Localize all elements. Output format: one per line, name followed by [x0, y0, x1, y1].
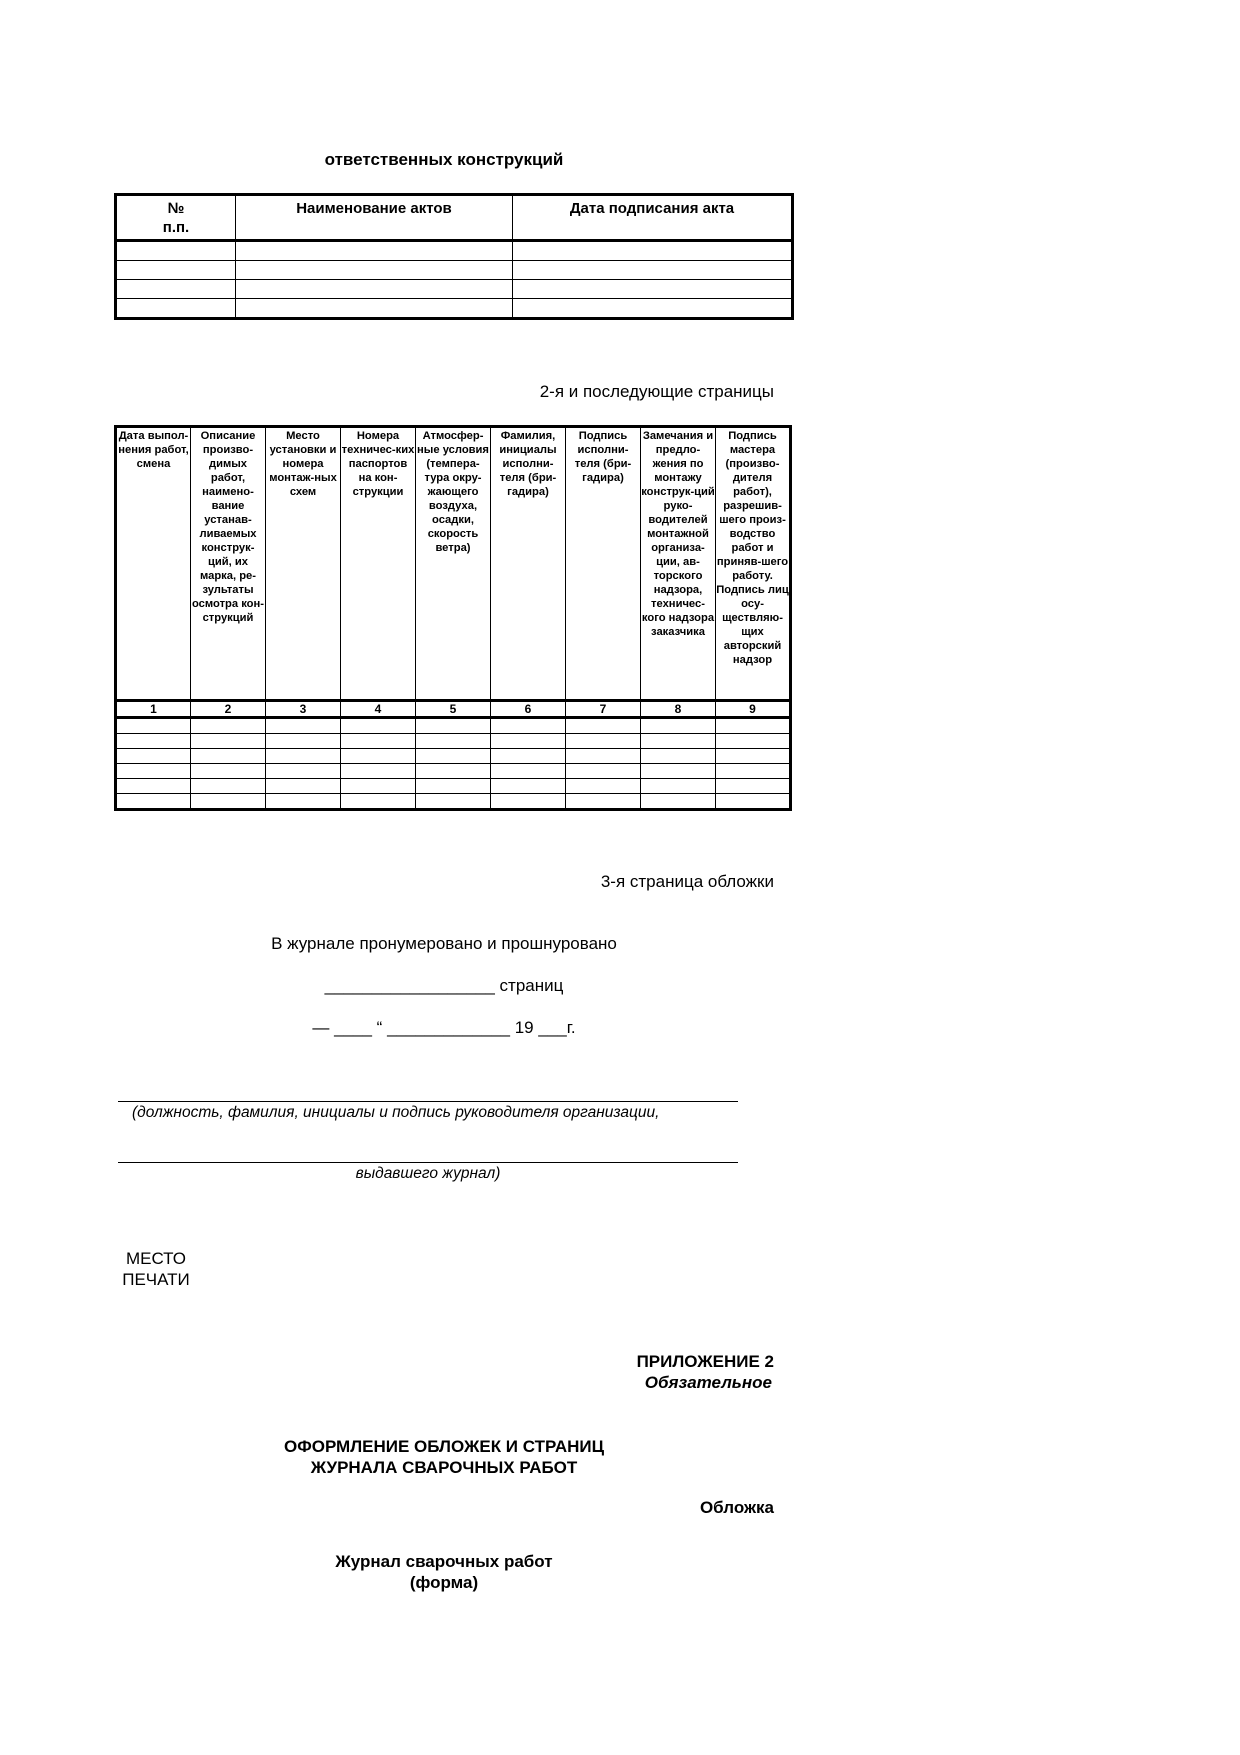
- table-cell: [341, 779, 416, 794]
- journal-header-performer-signature: Подпись исполни-теля (бри-гадира): [566, 427, 641, 701]
- numbered-statement: В журнале пронумеровано и прошнуровано: [271, 934, 617, 953]
- table-cell: [416, 734, 491, 749]
- table-cell: [116, 718, 191, 734]
- table-cell: [341, 764, 416, 779]
- journal-title-block: [114, 1551, 774, 1593]
- column-number: 1: [116, 701, 191, 718]
- journal-header-date: Дата выпол-нения работ, смена: [116, 427, 191, 701]
- table-cell: [416, 764, 491, 779]
- table-cell: [566, 749, 641, 764]
- table-cell: [191, 764, 266, 779]
- journal-header-passports: Номера техничес-ких паспортов на кон-струкции: [341, 427, 416, 701]
- table-cell: [266, 764, 341, 779]
- table-row: [116, 764, 791, 779]
- column-number: 7: [566, 701, 641, 718]
- table-cell: [641, 749, 716, 764]
- stamp-place-line1: МЕСТО: [125, 1249, 187, 1268]
- column-number: 8: [641, 701, 716, 718]
- table-cell: [513, 241, 793, 261]
- table-cell: [236, 261, 513, 280]
- column-number: 9: [716, 701, 791, 718]
- acts-header-date: Дата подписания акта: [513, 195, 793, 241]
- signature-caption: (должность, фамилия, инициалы и подпись руководителя организации,: [132, 1104, 660, 1121]
- acts-header-name: Наименование актов: [236, 195, 513, 241]
- table-cell: [191, 718, 266, 734]
- table-cell: [416, 794, 491, 810]
- table-cell: [491, 718, 566, 734]
- table-cell: [116, 764, 191, 779]
- table-row: [116, 749, 791, 764]
- table-cell: [236, 241, 513, 261]
- table-row: [116, 794, 791, 810]
- table-cell: [641, 779, 716, 794]
- table-cell: [566, 794, 641, 810]
- table-cell: [513, 261, 793, 280]
- appendix-subtitle: Обязательное: [644, 1373, 772, 1392]
- table-cell: [513, 299, 793, 319]
- table-cell: [266, 779, 341, 794]
- appendix-heading-line1: ОФОРМЛЕНИЕ ОБЛОЖЕК И СТРАНИЦ: [283, 1437, 605, 1456]
- table-cell: [716, 718, 791, 734]
- stamp-place: [114, 1248, 198, 1290]
- appendix-title: ПРИЛОЖЕНИЕ 2: [636, 1352, 774, 1371]
- table-cell: [266, 734, 341, 749]
- page2-heading: 2-я и последующие страницы: [539, 382, 774, 401]
- table-cell: [116, 779, 191, 794]
- table-cell: [341, 749, 416, 764]
- table-cell: [266, 794, 341, 810]
- journal-header-location: Место установки и номера монтаж-ных схем: [266, 427, 341, 701]
- journal-table: [114, 425, 792, 811]
- column-number: 4: [341, 701, 416, 718]
- table-cell: [716, 749, 791, 764]
- table-cell: [641, 764, 716, 779]
- appendix-heading-line2: ЖУРНАЛА СВАРОЧНЫХ РАБОТ: [310, 1458, 578, 1477]
- journal-form: (форма): [409, 1573, 479, 1592]
- journal-header-master-signature: Подпись мастера (произво-дителя работ), разрешив-шего произ-водство работ и приняв-шего работу. Подпись лиц осу-ществляю-щих авторский надзор: [716, 427, 791, 701]
- table-cell: [266, 718, 341, 734]
- table-cell: [116, 749, 191, 764]
- table-cell: [116, 241, 236, 261]
- table-cell: [513, 280, 793, 299]
- table-cell: [191, 779, 266, 794]
- column-number: 3: [266, 701, 341, 718]
- table-row: [116, 299, 793, 319]
- table-cell: [341, 718, 416, 734]
- signature-line-2: [118, 1162, 738, 1163]
- journal-header-remarks: Замечания и предло-жения по монтажу конструк-ций руко-водителей монтажной организа-ции, ав-торского надзора, техничес-кого надзора заказчика: [641, 427, 716, 701]
- acts-table: [114, 193, 794, 320]
- table-cell: [716, 779, 791, 794]
- table-row: [116, 718, 791, 734]
- table-cell: [566, 718, 641, 734]
- table-cell: [641, 734, 716, 749]
- table-cell: [116, 280, 236, 299]
- table-cell: [116, 299, 236, 319]
- table-row: [116, 261, 793, 280]
- table-cell: [341, 794, 416, 810]
- journal-number-row: [116, 701, 791, 718]
- table-cell: [191, 734, 266, 749]
- table-cell: [641, 794, 716, 810]
- journal-header-performer-name: Фамилия, инициалы исполни-теля (бри-гадира): [491, 427, 566, 701]
- table-cell: [116, 794, 191, 810]
- signature-caption-2: выдавшего журнал): [355, 1165, 501, 1182]
- journal-header-weather: Атмосфер-ные условия (темпера-тура окру-жающего воздуха, осадки, скорость ветра): [416, 427, 491, 701]
- journal-header-description: Описание произво-димых работ, наимено-вание устанав-ливаемых конструк-ций, их марка, ре-зультаты осмотра кон-струкций: [191, 427, 266, 701]
- column-number: 6: [491, 701, 566, 718]
- table-cell: [116, 734, 191, 749]
- column-number: 5: [416, 701, 491, 718]
- table-cell: [491, 779, 566, 794]
- table-row: [116, 280, 793, 299]
- table-cell: [341, 734, 416, 749]
- table-row: [116, 241, 793, 261]
- cover-page3-heading: 3-я страница обложки: [600, 872, 774, 891]
- acts-table-header-row: [116, 195, 793, 241]
- table-cell: [716, 794, 791, 810]
- cover-label: Обложка: [699, 1498, 774, 1517]
- table-cell: [416, 749, 491, 764]
- table-row: [116, 734, 791, 749]
- signature-line: [118, 1101, 738, 1102]
- journal-title: Журнал сварочных работ: [335, 1552, 553, 1571]
- table-cell: [236, 299, 513, 319]
- table-cell: [491, 734, 566, 749]
- table-cell: [641, 718, 716, 734]
- table-cell: [191, 749, 266, 764]
- table-cell: [566, 779, 641, 794]
- acts-header-number: № п.п.: [116, 195, 236, 241]
- table-cell: [116, 261, 236, 280]
- table-cell: [266, 749, 341, 764]
- page-count-line: __________________ страниц: [324, 976, 564, 995]
- table-cell: [236, 280, 513, 299]
- table-cell: [491, 749, 566, 764]
- table-cell: [716, 764, 791, 779]
- acts-table-title: ответственных конструкций: [324, 150, 564, 169]
- table-cell: [416, 779, 491, 794]
- journal-header-row: [116, 427, 791, 701]
- stamp-place-line2: ПЕЧАТИ: [122, 1270, 190, 1289]
- table-cell: [191, 794, 266, 810]
- column-number: 2: [191, 701, 266, 718]
- table-row: [116, 779, 791, 794]
- table-cell: [491, 794, 566, 810]
- table-cell: [566, 764, 641, 779]
- table-cell: [716, 734, 791, 749]
- table-cell: [566, 734, 641, 749]
- table-cell: [416, 718, 491, 734]
- table-cell: [491, 764, 566, 779]
- appendix-heading: [114, 1436, 774, 1478]
- date-line: — ____ “ _____________ 19 ___г.: [312, 1018, 576, 1037]
